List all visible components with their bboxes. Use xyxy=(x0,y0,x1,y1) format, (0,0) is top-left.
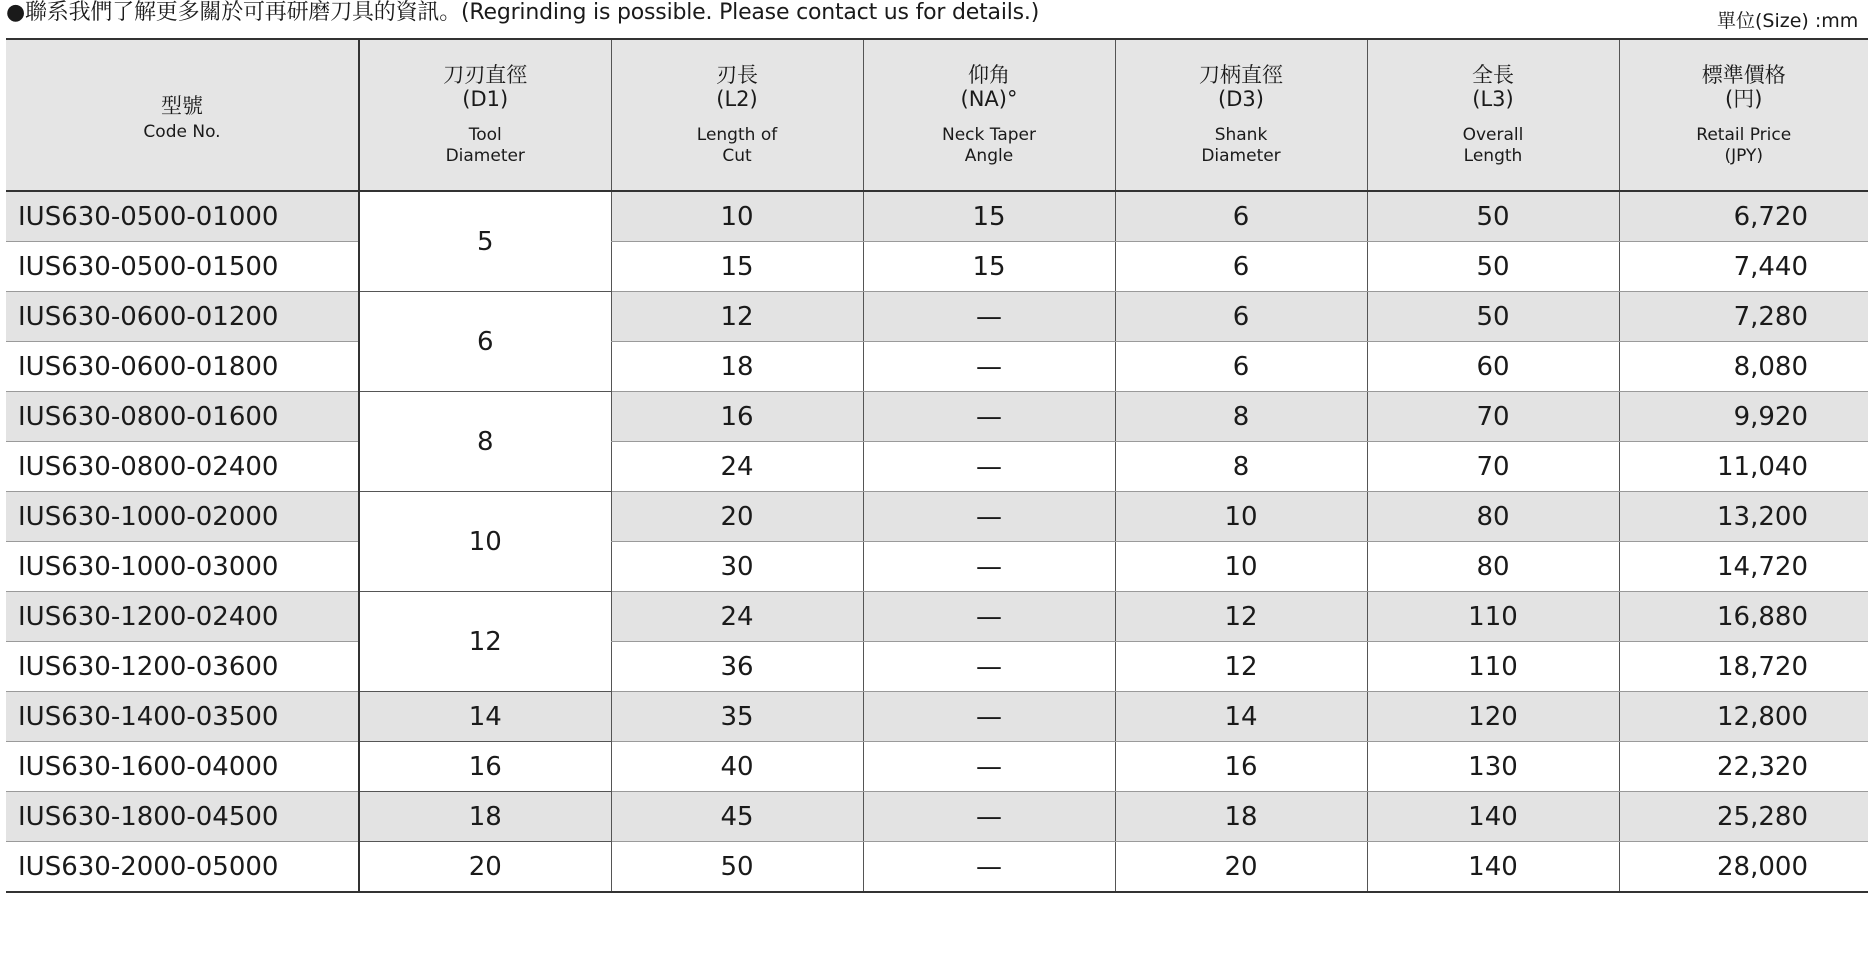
tool-diameter-cell: 20 xyxy=(359,842,611,893)
tool-diameter-cell: 5 xyxy=(359,191,611,292)
neck-taper-angle-cell: — xyxy=(863,842,1115,893)
length-of-cut-cell: 24 xyxy=(611,442,863,492)
shank-diameter-cell: 18 xyxy=(1115,792,1367,842)
shank-diameter-cell: 6 xyxy=(1115,292,1367,342)
retail-price-cell: 7,280 xyxy=(1619,292,1868,342)
retail-price-cell: 16,880 xyxy=(1619,592,1868,642)
retail-price-cell: 12,800 xyxy=(1619,692,1868,742)
neck-taper-angle-cell: — xyxy=(863,592,1115,642)
length-of-cut-cell: 16 xyxy=(611,392,863,442)
header-neck-taper-angle: 仰角 (NA)° Neck Taper Angle xyxy=(863,39,1115,191)
length-of-cut-cell: 40 xyxy=(611,742,863,792)
shank-diameter-cell: 20 xyxy=(1115,842,1367,893)
retail-price-cell: 7,440 xyxy=(1619,242,1868,292)
length-of-cut-cell: 30 xyxy=(611,542,863,592)
product-spec-table xyxy=(6,38,1868,893)
tool-diameter-cell: 18 xyxy=(359,792,611,842)
table-row xyxy=(6,242,1868,292)
table-row xyxy=(6,492,1868,542)
table-row xyxy=(6,692,1868,742)
retail-price-cell: 25,280 xyxy=(1619,792,1868,842)
shank-diameter-cell: 6 xyxy=(1115,342,1367,392)
header-row xyxy=(6,39,1868,191)
code-cell: IUS630-1200-03600 xyxy=(6,642,359,692)
code-cell: IUS630-1800-04500 xyxy=(6,792,359,842)
header-shank-diameter: 刀柄直徑 (D3) Shank Diameter xyxy=(1115,39,1367,191)
table-row xyxy=(6,592,1868,642)
retail-price-cell: 14,720 xyxy=(1619,542,1868,592)
neck-taper-angle-cell: — xyxy=(863,792,1115,842)
overall-length-cell: 80 xyxy=(1367,492,1619,542)
table-row xyxy=(6,392,1868,442)
neck-taper-angle-cell: — xyxy=(863,692,1115,742)
code-cell: IUS630-0500-01500 xyxy=(6,242,359,292)
length-of-cut-cell: 15 xyxy=(611,242,863,292)
tool-diameter-cell: 12 xyxy=(359,592,611,692)
neck-taper-angle-cell: — xyxy=(863,392,1115,442)
table-row xyxy=(6,191,1868,242)
header-length-of-cut: 刃長 (L2) Length of Cut xyxy=(611,39,863,191)
header-retail-price: 標準價格 (円) Retail Price (JPY) xyxy=(1619,39,1868,191)
shank-diameter-cell: 10 xyxy=(1115,542,1367,592)
length-of-cut-cell: 24 xyxy=(611,592,863,642)
code-cell: IUS630-2000-05000 xyxy=(6,842,359,893)
neck-taper-angle-cell: — xyxy=(863,342,1115,392)
neck-taper-angle-cell: — xyxy=(863,642,1115,692)
length-of-cut-cell: 36 xyxy=(611,642,863,692)
header-tool-diameter: 刀刃直徑 (D1) Tool Diameter xyxy=(359,39,611,191)
tool-diameter-cell: 16 xyxy=(359,742,611,792)
retail-price-cell: 8,080 xyxy=(1619,342,1868,392)
retail-price-cell: 13,200 xyxy=(1619,492,1868,542)
code-cell: IUS630-0800-02400 xyxy=(6,442,359,492)
table-row xyxy=(6,842,1868,893)
overall-length-cell: 70 xyxy=(1367,442,1619,492)
retail-price-cell: 22,320 xyxy=(1619,742,1868,792)
table-row xyxy=(6,742,1868,792)
table-row xyxy=(6,342,1868,392)
overall-length-cell: 70 xyxy=(1367,392,1619,442)
overall-length-cell: 50 xyxy=(1367,191,1619,242)
overall-length-cell: 130 xyxy=(1367,742,1619,792)
shank-diameter-cell: 8 xyxy=(1115,442,1367,492)
tool-diameter-cell: 14 xyxy=(359,692,611,742)
header-code: 型號 Code No. xyxy=(6,39,359,191)
neck-taper-angle-cell: — xyxy=(863,492,1115,542)
neck-taper-angle-cell: — xyxy=(863,542,1115,592)
tool-diameter-cell: 10 xyxy=(359,492,611,592)
tool-diameter-cell: 8 xyxy=(359,392,611,492)
overall-length-cell: 110 xyxy=(1367,592,1619,642)
code-cell: IUS630-0600-01800 xyxy=(6,342,359,392)
code-cell: IUS630-0600-01200 xyxy=(6,292,359,342)
code-cell: IUS630-1000-02000 xyxy=(6,492,359,542)
length-of-cut-cell: 12 xyxy=(611,292,863,342)
overall-length-cell: 60 xyxy=(1367,342,1619,392)
retail-price-cell: 9,920 xyxy=(1619,392,1868,442)
unit-label: 單位(Size) :mm xyxy=(1717,10,1859,32)
tool-diameter-cell: 6 xyxy=(359,292,611,392)
retail-price-cell: 11,040 xyxy=(1619,442,1868,492)
table-row xyxy=(6,792,1868,842)
overall-length-cell: 80 xyxy=(1367,542,1619,592)
shank-diameter-cell: 6 xyxy=(1115,242,1367,292)
code-cell: IUS630-1200-02400 xyxy=(6,592,359,642)
neck-taper-angle-cell: — xyxy=(863,742,1115,792)
length-of-cut-cell: 10 xyxy=(611,191,863,242)
shank-diameter-cell: 6 xyxy=(1115,191,1367,242)
neck-taper-angle-cell: 15 xyxy=(863,191,1115,242)
length-of-cut-cell: 50 xyxy=(611,842,863,893)
length-of-cut-cell: 45 xyxy=(611,792,863,842)
code-cell: IUS630-1000-03000 xyxy=(6,542,359,592)
shank-diameter-cell: 12 xyxy=(1115,592,1367,642)
table-row xyxy=(6,442,1868,492)
overall-length-cell: 110 xyxy=(1367,642,1619,692)
code-cell: IUS630-0500-01000 xyxy=(6,191,359,242)
overall-length-cell: 140 xyxy=(1367,842,1619,893)
retail-price-cell: 6,720 xyxy=(1619,191,1868,242)
length-of-cut-cell: 35 xyxy=(611,692,863,742)
neck-taper-angle-cell: 15 xyxy=(863,242,1115,292)
shank-diameter-cell: 12 xyxy=(1115,642,1367,692)
table-row xyxy=(6,292,1868,342)
header-overall-length: 全長 (L3) Overall Length xyxy=(1367,39,1619,191)
table-row xyxy=(6,642,1868,692)
regrinding-note: ●聯系我們了解更多關於可再研磨刀具的資訊。(Regrinding is possible. Please contact us for details.) xyxy=(6,0,1040,25)
shank-diameter-cell: 8 xyxy=(1115,392,1367,442)
retail-price-cell: 18,720 xyxy=(1619,642,1868,692)
shank-diameter-cell: 14 xyxy=(1115,692,1367,742)
table-row xyxy=(6,542,1868,592)
code-cell: IUS630-1400-03500 xyxy=(6,692,359,742)
overall-length-cell: 50 xyxy=(1367,292,1619,342)
shank-diameter-cell: 10 xyxy=(1115,492,1367,542)
retail-price-cell: 28,000 xyxy=(1619,842,1868,893)
code-cell: IUS630-0800-01600 xyxy=(6,392,359,442)
overall-length-cell: 50 xyxy=(1367,242,1619,292)
length-of-cut-cell: 18 xyxy=(611,342,863,392)
neck-taper-angle-cell: — xyxy=(863,442,1115,492)
overall-length-cell: 140 xyxy=(1367,792,1619,842)
neck-taper-angle-cell: — xyxy=(863,292,1115,342)
shank-diameter-cell: 16 xyxy=(1115,742,1367,792)
length-of-cut-cell: 20 xyxy=(611,492,863,542)
code-cell: IUS630-1600-04000 xyxy=(6,742,359,792)
overall-length-cell: 120 xyxy=(1367,692,1619,742)
